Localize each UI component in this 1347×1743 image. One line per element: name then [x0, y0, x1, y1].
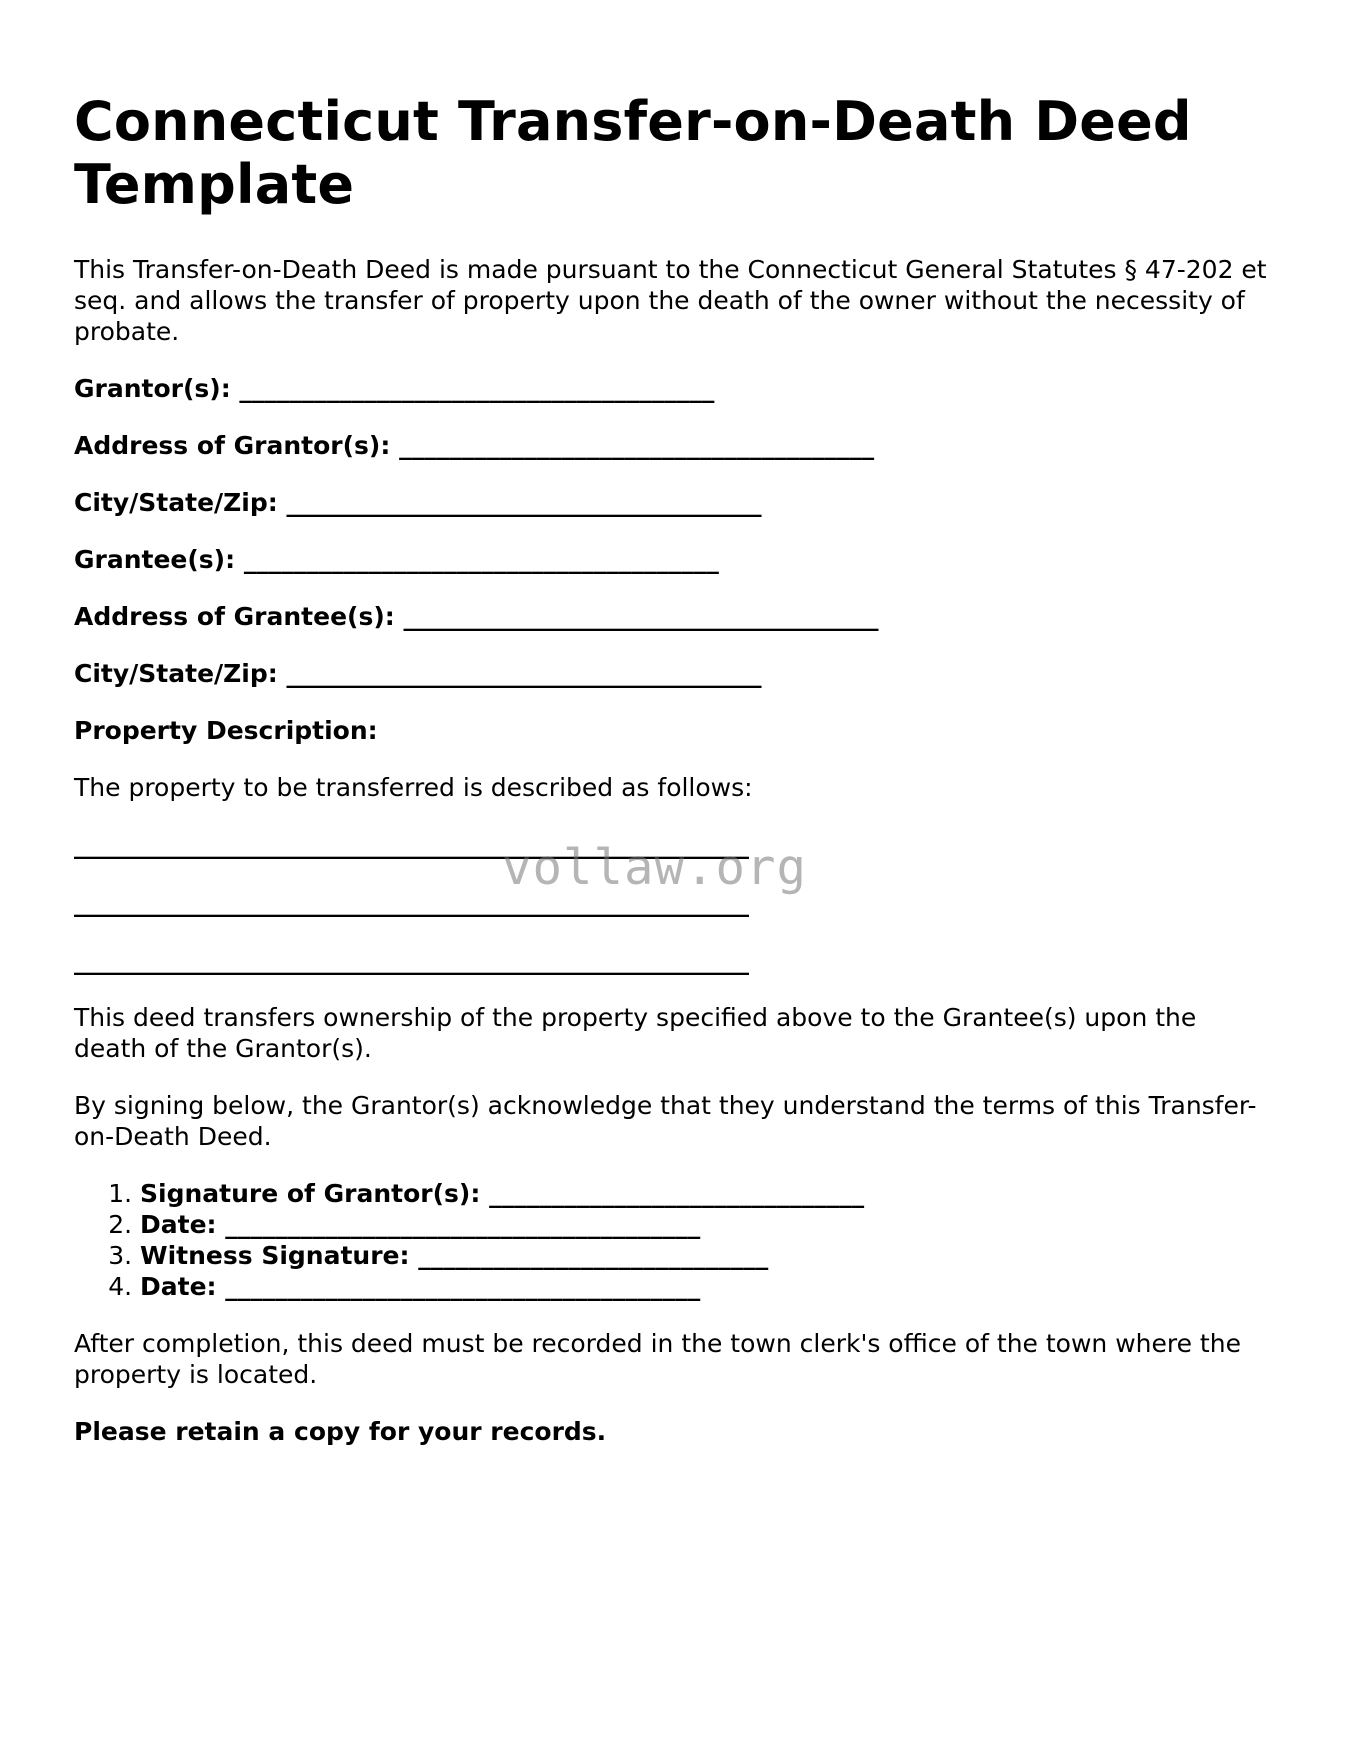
- transfer-paragraph: This deed transfers ownership of the property specified above to the Grantee(s) upon the death of the Grantor(s).: [74, 1003, 1197, 1063]
- property-line-3[interactable]: ______________________________________________________: [74, 946, 749, 975]
- grantor-blank[interactable]: ______________________________________: [239, 374, 715, 403]
- grantee-address-blank[interactable]: ______________________________________: [403, 602, 879, 631]
- deed-document: [74, 90, 1274, 1447]
- intro-paragraph: This Transfer-on-Death Deed is made pursuant to the Connecticut General Statutes § 47-202 et seq. and allows the transfer of property upon the death of the owner without the necessity of probate.: [74, 255, 1267, 346]
- signature-item: [140, 1271, 1274, 1302]
- signature-grantor-blank[interactable]: ______________________________: [489, 1179, 865, 1208]
- grantee-field: [74, 544, 1274, 575]
- grantee-city-blank[interactable]: ______________________________________: [286, 659, 762, 688]
- witness-signature-label: Witness Signature:: [140, 1241, 410, 1270]
- closing-note: Please retain a copy for your records.: [74, 1417, 607, 1446]
- property-description-text: The property to be transferred is described as follows:: [74, 773, 753, 802]
- signature-list: [74, 1178, 1274, 1302]
- grantor-city-label: City/State/Zip:: [74, 488, 278, 517]
- witness-signature-blank[interactable]: ____________________________: [418, 1241, 769, 1270]
- property-line-1[interactable]: ______________________________________________________: [74, 830, 749, 859]
- acknowledge-paragraph: By signing below, the Grantor(s) acknowledge that they understand the terms of this Transfer-on-Death Deed.: [74, 1091, 1257, 1151]
- recording-paragraph: After completion, this deed must be recorded in the town clerk's office of the town where the property is located.: [74, 1329, 1241, 1389]
- property-line-2[interactable]: ______________________________________________________: [74, 888, 749, 917]
- page-title: Connecticut Transfer-on-Death Deed Template: [74, 90, 1192, 216]
- signature-item: [140, 1240, 1274, 1271]
- grantee-blank[interactable]: ______________________________________: [243, 545, 719, 574]
- grantor-city-blank[interactable]: ______________________________________: [286, 488, 762, 517]
- grantor-city-field: [74, 487, 1274, 518]
- grantor-address-blank[interactable]: ______________________________________: [399, 431, 875, 460]
- grantee-label: Grantee(s):: [74, 545, 236, 574]
- date-label: Date:: [140, 1210, 217, 1239]
- witness-date-label: Date:: [140, 1272, 217, 1301]
- signature-item: [140, 1209, 1274, 1240]
- grantee-city-field: [74, 658, 1274, 689]
- grantor-field: [74, 373, 1274, 404]
- witness-date-blank[interactable]: ______________________________________: [225, 1272, 701, 1301]
- grantee-city-label: City/State/Zip:: [74, 659, 278, 688]
- signature-grantor-label: Signature of Grantor(s):: [140, 1179, 481, 1208]
- signature-item: [140, 1178, 1274, 1209]
- watermark: vollaw.org: [502, 839, 808, 896]
- grantor-label: Grantor(s):: [74, 374, 231, 403]
- property-description-label: Property Description:: [74, 716, 378, 745]
- grantee-address-field: [74, 601, 1274, 632]
- grantor-address-field: [74, 430, 1274, 461]
- grantor-address-label: Address of Grantor(s):: [74, 431, 391, 460]
- date-blank[interactable]: ______________________________________: [225, 1210, 701, 1239]
- grantee-address-label: Address of Grantee(s):: [74, 602, 395, 631]
